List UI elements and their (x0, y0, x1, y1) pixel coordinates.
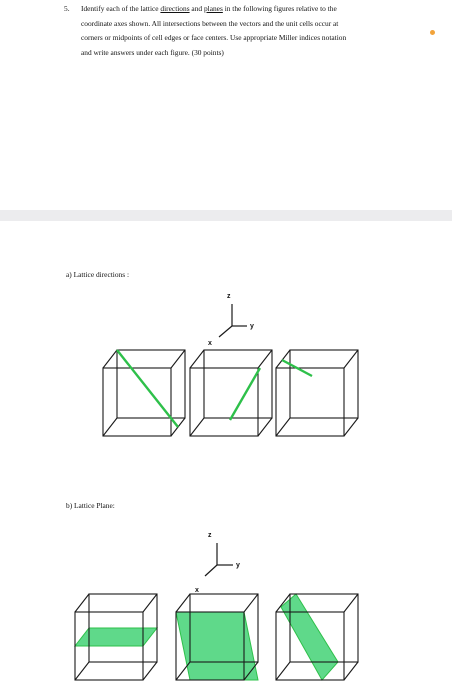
axis-a-z: z (227, 293, 231, 300)
direction-vector-a1 (117, 350, 178, 427)
question-line-4: and write answers under each figure. (30 points) (81, 47, 224, 57)
question-line-2: coordinate axes shown. All intersections between the vectors and the unit cells occur at (81, 18, 339, 28)
question-line-1-end: in the following figures relative to the (222, 4, 337, 13)
direction-vector-a2 (230, 368, 260, 420)
axes-b (205, 543, 233, 576)
axis-a-y: y (250, 323, 254, 330)
axis-b-z: z (208, 532, 212, 539)
axis-a-x: x (208, 340, 212, 347)
question-number: 5. (64, 4, 70, 13)
question-line-1-mid: and (189, 4, 204, 13)
section-b-label: b) Lattice Plane: (66, 501, 115, 510)
axes-a (219, 304, 247, 337)
question-line-3: corners or midpoints of cell edges or face centers. Use appropriate Miller indices notation (81, 33, 347, 43)
axis-b-y: y (236, 562, 240, 569)
axis-b-x: x (195, 587, 199, 594)
planes-link: planes (203, 4, 223, 13)
section-a-label: a) Lattice directions : (66, 270, 129, 279)
plane-b1 (75, 628, 157, 646)
cube-a2 (190, 350, 272, 436)
plane-b2 (176, 612, 258, 680)
directions-link: directions (160, 4, 190, 13)
cube-a1 (103, 350, 185, 436)
question-line-1-start: Identify each of the lattice (81, 4, 161, 13)
